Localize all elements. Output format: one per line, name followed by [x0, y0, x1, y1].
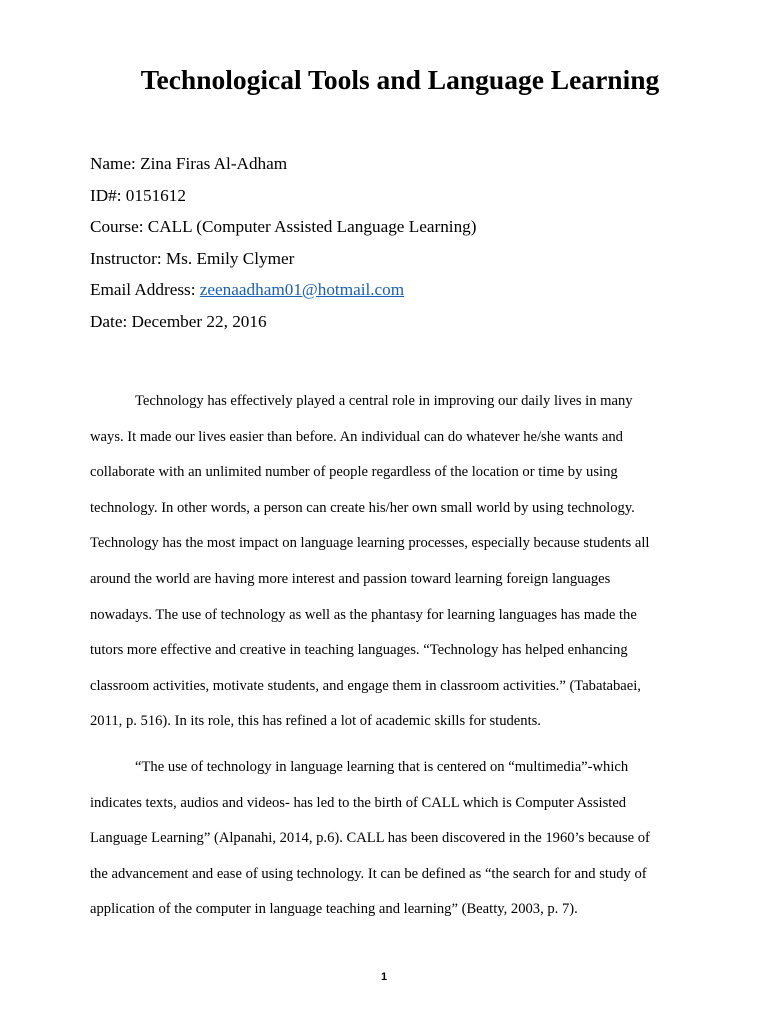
email-link[interactable]: zeenaadham01@hotmail.com [199, 280, 405, 299]
paragraph-line: Technology has effectively played a central role in improving our daily lives in many [135, 393, 633, 409]
paragraph-2 [90, 752, 690, 930]
submission-date: Date: December 22, 2016 [90, 311, 267, 331]
paragraph-line: the advancement and ease of using technology. It can be defined as “the search for and study of [90, 865, 647, 882]
paragraph-line: 2011, p. 516). In its role, this has refined a lot of academic skills for students. [90, 713, 541, 730]
paragraph-line: indicates texts, audios and videos- has led to the birth of CALL which is Computer Assisted [90, 794, 627, 811]
paragraph-1 [90, 386, 690, 742]
student-id: ID#: 0151612 [90, 185, 186, 205]
body-text [90, 386, 690, 930]
paragraph-line: collaborate with an unlimited number of people regardless of the location or time by using [90, 464, 618, 481]
email-row [90, 274, 476, 306]
paragraph-line: around the world are having more interest and passion toward learning foreign languages [90, 570, 611, 587]
paragraph-spacer [90, 742, 690, 752]
paragraph-line: Language Learning” (Alpanahi, 2014, p.6). CALL has been discovered in the 1960’s because of [90, 830, 650, 847]
paragraph-line: Technology has the most impact on language learning processes, especially because students all [90, 535, 650, 552]
student-info-block [90, 148, 476, 337]
paragraph-line: application of the computer in language teaching and learning” (Beatty, 2003, p. 7). [90, 901, 578, 918]
document-title: Technological Tools and Language Learning [140, 64, 660, 95]
student-name: Name: Zina Firas Al-Adham [90, 154, 288, 173]
paragraph-line: nowadays. The use of technology as well as the phantasy for learning languages has made the [90, 606, 637, 623]
email-label: Email Address: [90, 280, 200, 299]
paragraph-line: classroom activities, motivate students, and engage them in classroom activities.” (Tabatabaei, [90, 677, 641, 694]
course-name: Course: CALL (Computer Assisted Language Learning) [90, 217, 477, 236]
paragraph-line: technology. In other words, a person can create his/her own small world by using technology. [90, 499, 635, 516]
paragraph-line: tutors more effective and creative in teaching languages. “Technology has helped enhancing [90, 642, 628, 659]
instructor-name: Instructor: Ms. Emily Clymer [90, 248, 295, 268]
paragraph-line: ways. It made our lives easier than before. An individual can do whatever he/she wants and [90, 428, 623, 445]
paragraph-line: “The use of technology in language learning that is centered on “multimedia”-which [135, 758, 629, 775]
page-number: 1 [380, 971, 388, 983]
